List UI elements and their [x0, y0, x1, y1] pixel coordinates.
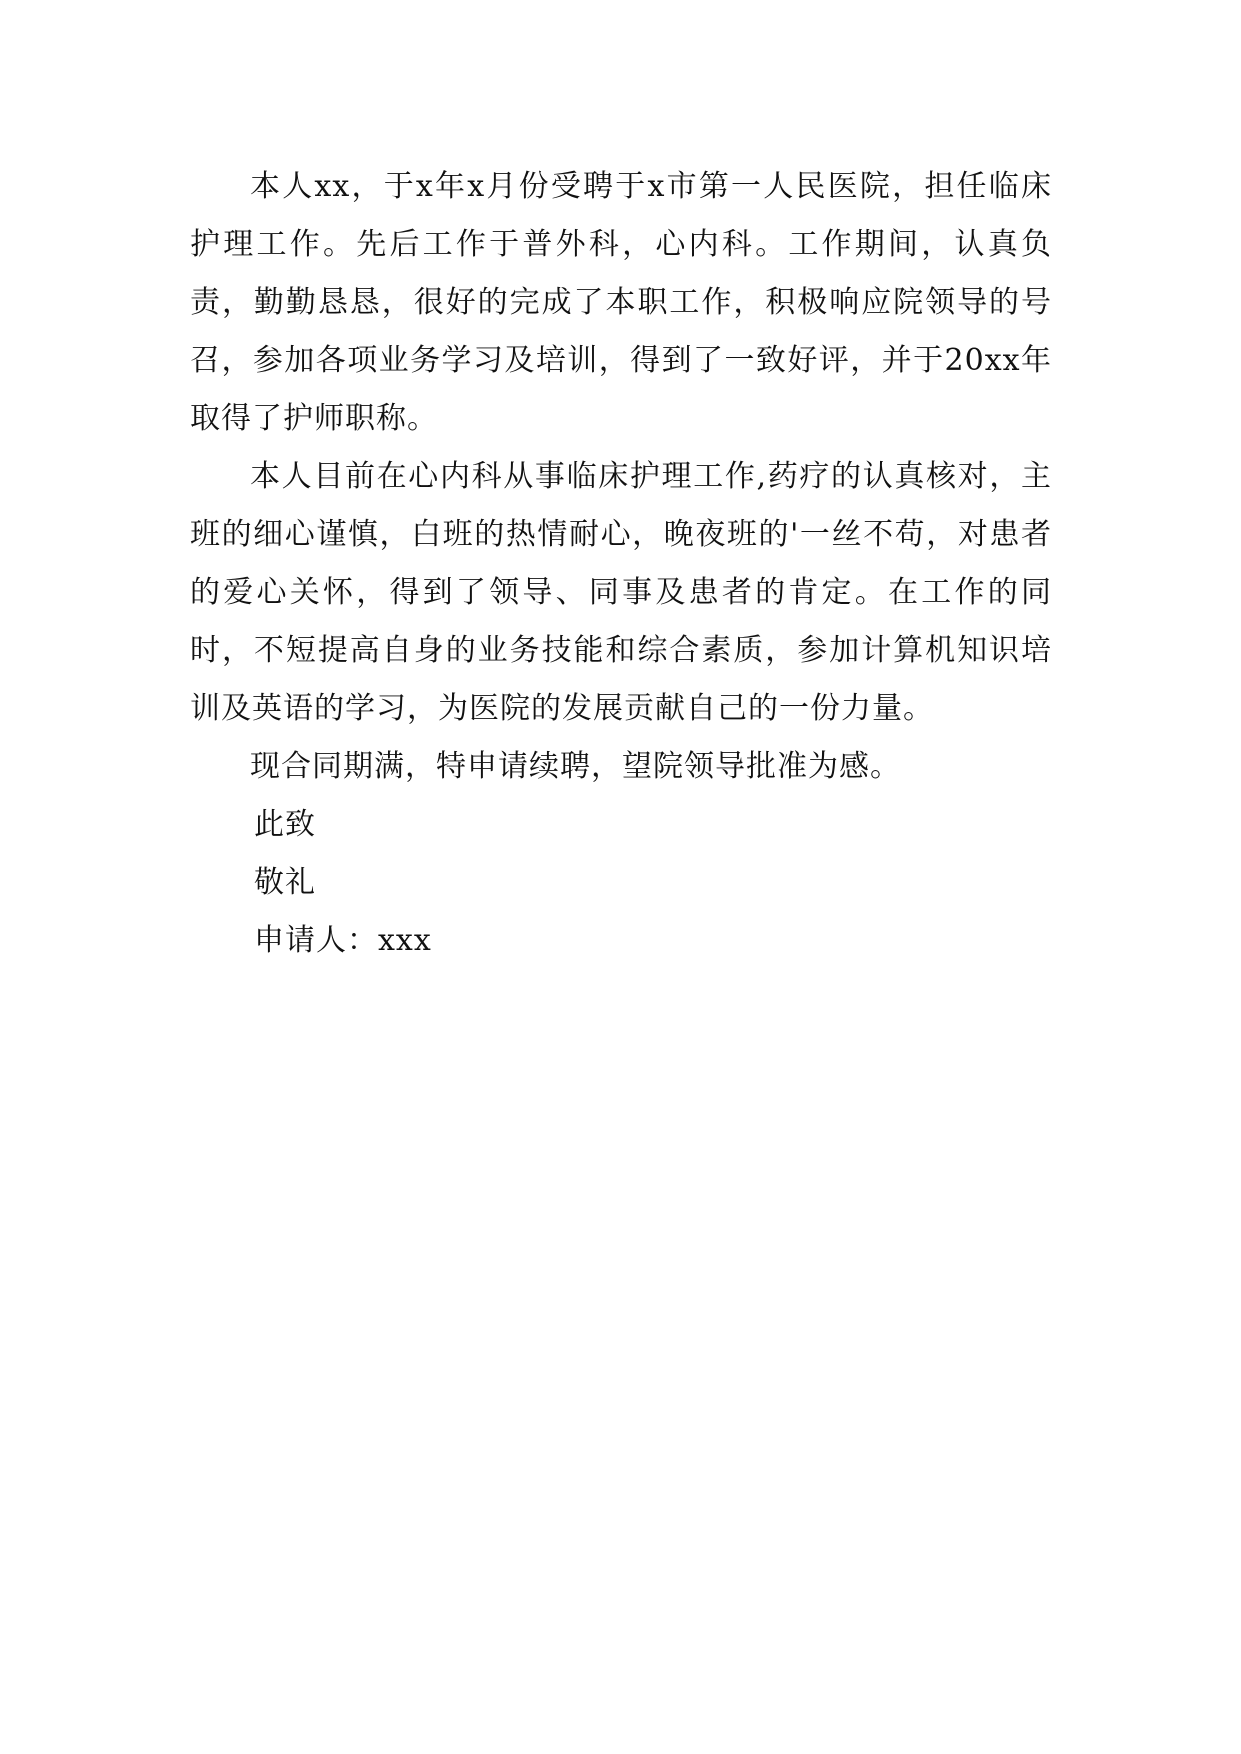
closing-regards: 敬礼	[254, 865, 316, 900]
paragraph-current-work: 本人目前在心内科从事临床护理工作,药疗的认真核对，主班的细心谨慎，白班的热情耐心，晚夜班的'一丝不苟，对患者的爱心关怀，得到了领导、同事及患者的肯定。在工作的同时，不短提高自身的业务技能和综合素质，参加计算机知识培训及英语的学习，为医院的发展贡献自己的一份力量。	[190, 459, 1052, 726]
letter-body	[190, 158, 1052, 970]
applicant-signature: 申请人：xxx	[254, 923, 432, 958]
paragraph-intro: 本人xx，于x年x月份受聘于x市第一人民医院，担任临床护理工作。先后工作于普外科，心内科。工作期间，认真负责，勤勤恳恳，很好的完成了本职工作，积极响应院领导的号召，参加各项业务学习及培训，得到了一致好评，并于20xx年取得了护师职称。	[190, 169, 1052, 436]
paragraph-request: 现合同期满，特申请续聘，望院领导批准为感。	[250, 749, 901, 784]
closing-salutation: 此致	[254, 807, 316, 842]
